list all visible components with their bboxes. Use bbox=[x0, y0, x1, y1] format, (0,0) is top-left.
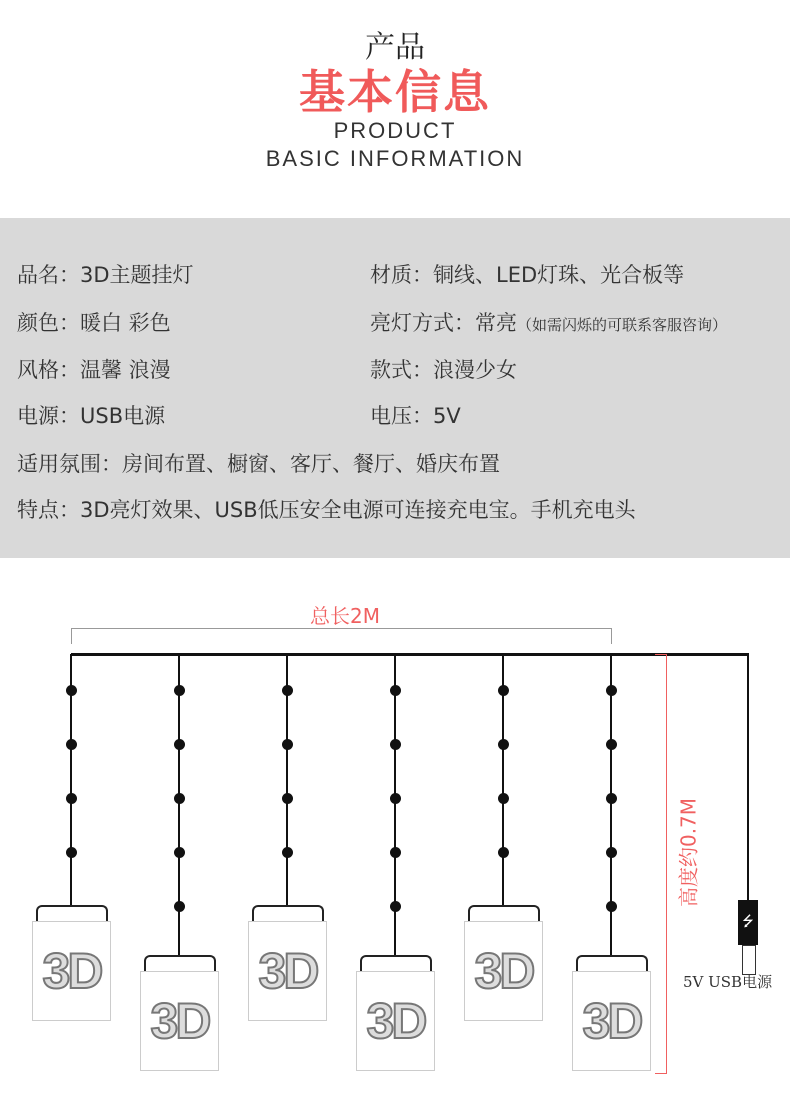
bead bbox=[390, 901, 401, 912]
spec-design: 款式：浪漫少女 bbox=[370, 358, 517, 382]
bead bbox=[390, 685, 401, 696]
bead bbox=[282, 739, 293, 750]
lamp-3d-text: 3D bbox=[150, 993, 209, 1049]
lamp-card bbox=[572, 971, 651, 1071]
spec-mode bbox=[370, 307, 727, 337]
lamp-card bbox=[356, 971, 435, 1071]
title-en-1: PRODUCT bbox=[333, 118, 457, 143]
bead bbox=[174, 901, 185, 912]
usb-wire bbox=[747, 653, 749, 903]
lamp-card bbox=[140, 971, 219, 1071]
spec-material: 材质：铜线、LED灯珠、光合板等 bbox=[370, 263, 685, 287]
bead bbox=[606, 847, 617, 858]
lamp-card bbox=[248, 921, 327, 1021]
bead bbox=[174, 685, 185, 696]
length-bracket bbox=[71, 628, 612, 644]
bead bbox=[174, 847, 185, 858]
main-wire bbox=[71, 653, 749, 656]
lamp-3d-text: 3D bbox=[474, 943, 533, 999]
bead bbox=[66, 793, 77, 804]
title-small: 产品 bbox=[365, 30, 425, 65]
lamp-3d-text: 3D bbox=[366, 993, 425, 1049]
bead bbox=[606, 739, 617, 750]
spec-scene: 适用氛围：房间布置、橱窗、客厅、餐厅、婚庆布置 bbox=[17, 452, 500, 476]
bead bbox=[282, 793, 293, 804]
lamp-cap bbox=[36, 905, 108, 921]
lamp-3d-text: 3D bbox=[582, 993, 641, 1049]
title-main: 基本信息 bbox=[299, 65, 491, 119]
usb-label: 5V USB电源 bbox=[683, 973, 773, 991]
bead bbox=[498, 739, 509, 750]
lamp-cap bbox=[468, 905, 540, 921]
bead bbox=[498, 685, 509, 696]
usb-plug-icon: ⭍ bbox=[738, 900, 758, 945]
bead bbox=[498, 793, 509, 804]
spec-name: 品名：3D主题挂灯 bbox=[17, 263, 194, 287]
bead bbox=[282, 685, 293, 696]
bead bbox=[390, 739, 401, 750]
bead bbox=[66, 739, 77, 750]
bead bbox=[174, 793, 185, 804]
bead bbox=[606, 685, 617, 696]
height-label: 高度约0.7M bbox=[676, 797, 701, 908]
lamp-3d-text: 3D bbox=[42, 943, 101, 999]
bead bbox=[66, 847, 77, 858]
bead bbox=[390, 847, 401, 858]
lamp-card bbox=[32, 921, 111, 1021]
total-length-label: 总长2M bbox=[310, 604, 380, 628]
spec-power: 电源：USB电源 bbox=[17, 404, 166, 428]
bead bbox=[390, 793, 401, 804]
lamp-cap bbox=[576, 955, 648, 971]
bead bbox=[606, 793, 617, 804]
lamp-cap bbox=[252, 905, 324, 921]
spec-feature: 特点：3D亮灯效果、USB低压安全电源可连接充电宝。手机充电头 bbox=[17, 498, 636, 522]
lamp-3d-text: 3D bbox=[258, 943, 317, 999]
spec-mode-text: 亮灯方式：常亮 bbox=[370, 311, 517, 335]
lamp-card bbox=[464, 921, 543, 1021]
height-bracket bbox=[655, 654, 667, 1074]
bead bbox=[606, 901, 617, 912]
bead bbox=[498, 847, 509, 858]
spec-color: 颜色：暖白 彩色 bbox=[17, 311, 171, 335]
spec-mode-note: （如需闪烁的可联系客服咨询） bbox=[517, 316, 728, 334]
bead bbox=[174, 739, 185, 750]
lamp-cap bbox=[144, 955, 216, 971]
spec-style: 风格：温馨 浪漫 bbox=[17, 358, 171, 382]
lamp-cap bbox=[360, 955, 432, 971]
title-en-2: BASIC INFORMATION bbox=[265, 146, 525, 171]
bead bbox=[66, 685, 77, 696]
spec-voltage: 电压：5V bbox=[370, 404, 461, 428]
bead bbox=[282, 847, 293, 858]
